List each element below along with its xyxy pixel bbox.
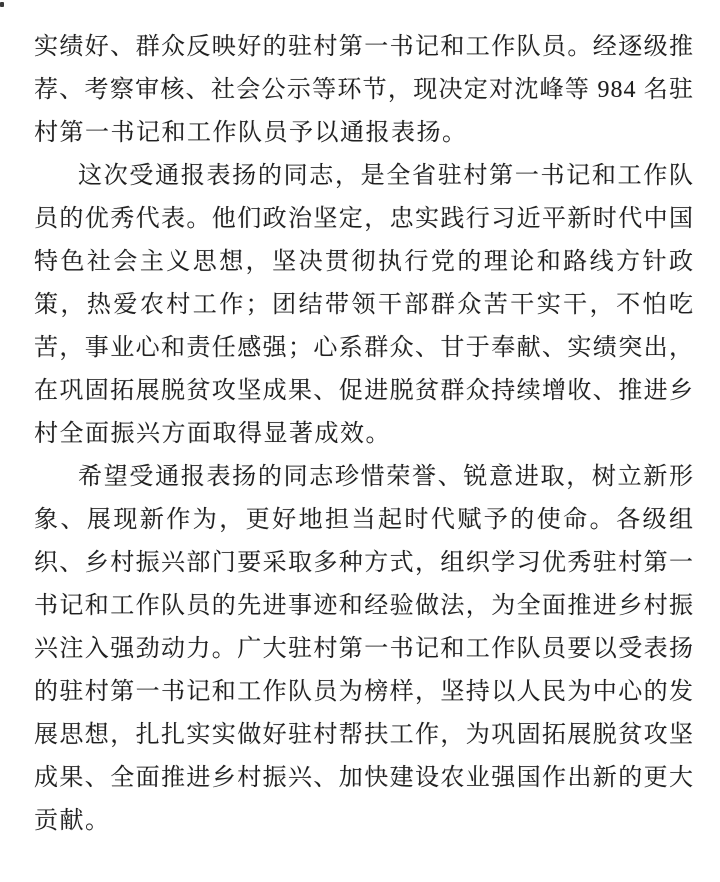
- text-line: 实绩好、群众反映好的驻村第一书记和工作队员。经逐级推: [34, 34, 694, 60]
- text-line: 在巩固拓展脱贫攻坚成果、促进脱贫群众持续增收、推进乡: [34, 378, 694, 404]
- text-line: 象、展现新作为，更好地担当起时代赋予的使命。各级组: [34, 507, 694, 533]
- text-line: 特色社会主义思想，坚决贯彻执行党的理论和路线方针政: [34, 249, 694, 275]
- text-line: 贡献。: [34, 808, 111, 834]
- text-line: 策，热爱农村工作；团结带领干部群众苦干实干，不怕吃: [34, 292, 694, 318]
- text-line: 书记和工作队员的先进事迹和经验做法，为全面推进乡村振: [34, 593, 694, 619]
- text-line: 成果、全面推进乡村振兴、加快建设农业强国作出新的更大: [34, 765, 694, 791]
- text-line: 的驻村第一书记和工作队员为榜样，坚持以人民为中心的发: [34, 679, 694, 705]
- text-line: 希望受通报表扬的同志珍惜荣誉、锐意进取，树立新形: [78, 464, 694, 490]
- text-line: 这次受通报表扬的同志，是全省驻村第一书记和工作队: [78, 163, 694, 189]
- text-line: 苦，事业心和责任感强；心系群众、甘于奉献、实绩突出，: [34, 335, 694, 361]
- text-line: 织、乡村振兴部门要采取多种方式，组织学习优秀驻村第一: [34, 550, 694, 576]
- text-line: 村全面振兴方面取得显著成效。: [34, 421, 391, 447]
- document-text: [34, 26, 694, 843]
- text-line: 荐、考察审核、社会公示等环节，现决定对沈峰等 984 名驻: [34, 77, 694, 103]
- text-line: 展思想，扎扎实实做好驻村帮扶工作，为巩固拓展脱贫攻坚: [34, 722, 694, 748]
- text-line: 兴注入强劲动力。广大驻村第一书记和工作队员要以受表扬: [34, 636, 694, 662]
- scan-artifact: [0, 2, 4, 7]
- text-line: 村第一书记和工作队员予以通报表扬。: [34, 120, 468, 146]
- text-line: 员的优秀代表。他们政治坚定，忠实践行习近平新时代中国: [34, 206, 694, 232]
